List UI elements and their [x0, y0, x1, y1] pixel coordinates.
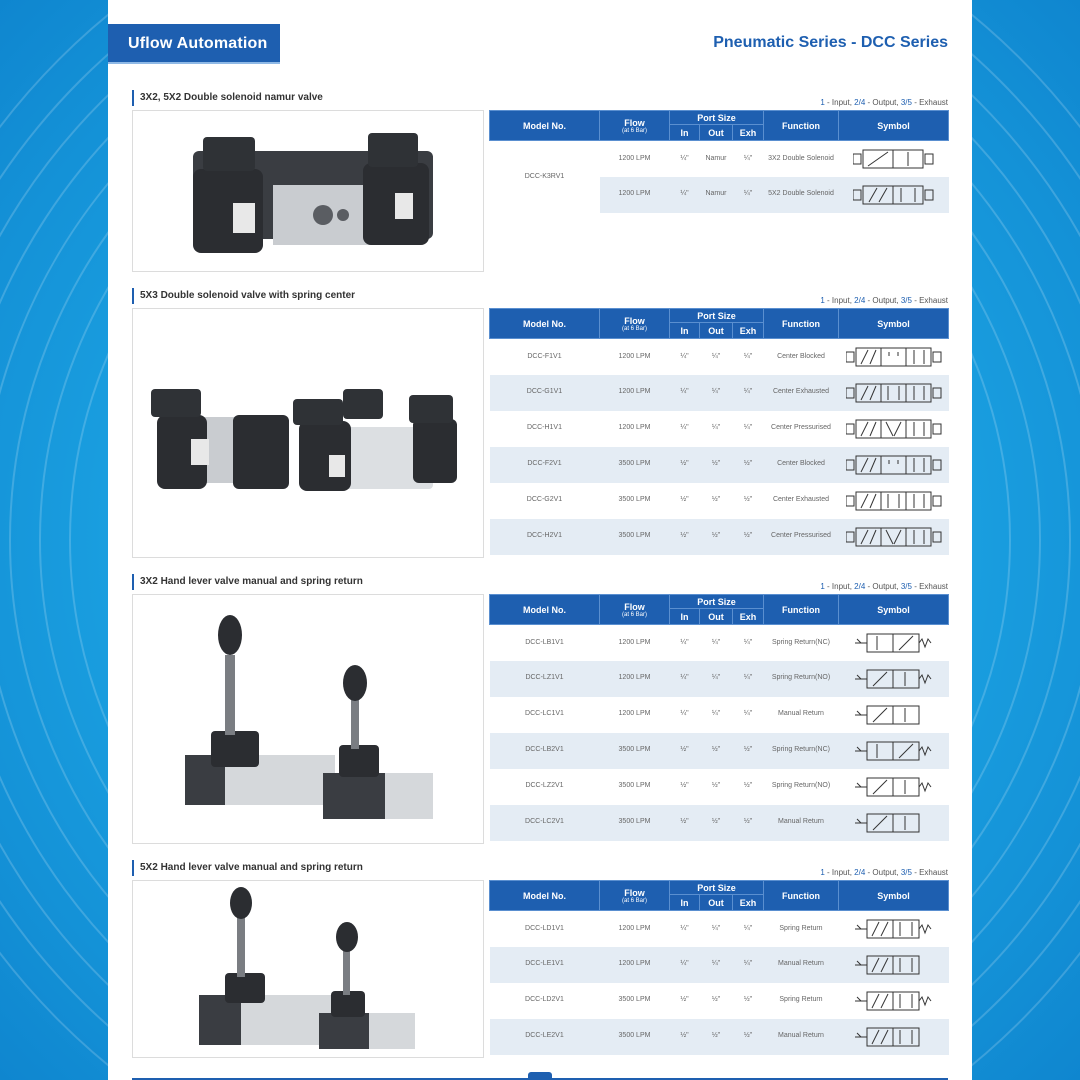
in-cell: ¼"	[670, 339, 700, 375]
col-in: In	[670, 323, 700, 339]
product-image-5x3-valves	[132, 308, 484, 558]
function-cell: 5X2 Double Solenoid	[764, 177, 839, 213]
table-row	[490, 483, 949, 519]
function-cell: Center Pressurised	[764, 411, 839, 447]
spec-table	[489, 110, 949, 213]
out-cell: ¼"	[700, 411, 733, 447]
col-symbol: Symbol	[839, 881, 949, 911]
exh-cell: ¼"	[733, 375, 764, 411]
3x2-spring-return-nc-symbol	[839, 625, 949, 661]
page-number-tab	[528, 1072, 552, 1080]
out-cell: ½"	[700, 447, 733, 483]
in-cell: ¼"	[670, 911, 700, 947]
table-row	[490, 411, 949, 447]
port-legend: 1 - Input, 2/4 - Output, 3/5 - Exhaust	[820, 582, 948, 591]
exh-cell: ½"	[733, 1019, 764, 1055]
flow-cell: 1200 LPM	[600, 375, 670, 411]
function-cell: Center Exhausted	[764, 375, 839, 411]
model-cell: DCC-F2V1	[490, 447, 600, 483]
col-model: Model No.	[490, 881, 600, 911]
function-cell: Center Pressurised	[764, 519, 839, 555]
col-port-size: Port Size	[670, 595, 764, 609]
exh-cell: ½"	[733, 769, 764, 805]
col-symbol: Symbol	[839, 111, 949, 141]
spec-table	[489, 308, 949, 555]
flow-cell: 3500 LPM	[600, 983, 670, 1019]
section-title: 5X3 Double solenoid valve with spring center	[132, 288, 355, 304]
model-cell: DCC-LB2V1	[490, 733, 600, 769]
5x3-center-pressurised-symbol	[839, 411, 949, 447]
flow-cell: 1200 LPM	[600, 661, 670, 697]
function-cell: 3X2 Double Solenoid	[768, 154, 834, 162]
out-cell: ½"	[700, 483, 733, 519]
flow-cell: 1200 LPM	[600, 411, 670, 447]
out-cell: ¼"	[700, 661, 733, 697]
out-cell: ½"	[700, 733, 733, 769]
section-double-solenoid-namur	[132, 90, 948, 280]
in-cell: ¼"	[680, 154, 689, 162]
exh-cell: ¼"	[733, 911, 764, 947]
table-row	[490, 447, 949, 483]
table-row	[490, 625, 949, 661]
flow-cell: 3500 LPM	[600, 447, 670, 483]
col-function: Function	[764, 881, 839, 911]
col-model: Model No.	[490, 595, 600, 625]
model-cell: DCC-LD1V1	[490, 911, 600, 947]
in-cell: ½"	[670, 519, 700, 555]
flow-cell: 3500 LPM	[600, 519, 670, 555]
3x2-manual-return-symbol	[839, 697, 949, 733]
product-image-namur-valve	[132, 110, 484, 272]
col-exh: Exh	[733, 609, 764, 625]
exh-cell: ½"	[733, 983, 764, 1019]
exh-cell: ¼"	[743, 154, 753, 162]
in-cell: ¼"	[670, 375, 700, 411]
flow-cell: 3500 LPM	[600, 733, 670, 769]
product-image-3x2-hand-lever	[132, 594, 484, 844]
out-cell: Namur	[700, 177, 733, 213]
model-cell: DCC-H2V1	[490, 519, 600, 555]
col-flow: Flow (at 6 Bar)	[600, 309, 670, 339]
table-row	[490, 661, 949, 697]
in-cell: ½"	[670, 805, 700, 841]
function-cell: Manual Return	[764, 947, 839, 983]
in-cell: ¼"	[670, 411, 700, 447]
3x2-double-solenoid-symbol	[839, 141, 949, 177]
table-row	[490, 983, 949, 1019]
port-legend: 1 - Input, 2/4 - Output, 3/5 - Exhaust	[820, 296, 948, 305]
in-cell: ½"	[670, 983, 700, 1019]
function-cell: Spring Return	[764, 911, 839, 947]
5x2-manual-return-symbol	[839, 1019, 949, 1055]
exh-cell: ½"	[733, 733, 764, 769]
spec-table	[489, 594, 949, 841]
out-cell: ½"	[700, 769, 733, 805]
out-cell: ½"	[700, 1019, 733, 1055]
table-row	[490, 805, 949, 841]
section-title: 5X2 Hand lever valve manual and spring return	[132, 860, 363, 876]
exh-cell: ¼"	[733, 177, 764, 213]
section-title: 3X2 Hand lever valve manual and spring return	[132, 574, 363, 590]
function-cell: Spring Return	[764, 983, 839, 1019]
col-port-size: Port Size	[670, 111, 764, 125]
col-flow: Flow (at 6 Bar)	[600, 881, 670, 911]
col-function: Function	[764, 595, 839, 625]
col-symbol: Symbol	[839, 309, 949, 339]
5x3-center-blocked-symbol	[839, 447, 949, 483]
in-cell: ¼"	[670, 177, 700, 213]
col-out: Out	[700, 323, 733, 339]
function-cell: Spring Return(NC)	[764, 733, 839, 769]
out-cell: ¼"	[700, 697, 733, 733]
col-flow: Flow (at 6 Bar)	[600, 595, 670, 625]
function-cell: Manual Return	[764, 697, 839, 733]
exh-cell: ½"	[733, 447, 764, 483]
table-row	[490, 911, 949, 947]
flow-cell: 3500 LPM	[600, 805, 670, 841]
col-model: Model No.	[490, 309, 600, 339]
function-cell: Manual Return	[764, 805, 839, 841]
model-cell: DCC-F1V1	[490, 339, 600, 375]
col-exh: Exh	[733, 125, 764, 141]
5x2-spring-return-symbol	[839, 911, 949, 947]
function-cell: Center Blocked	[764, 447, 839, 483]
col-function: Function	[764, 111, 839, 141]
col-symbol: Symbol	[839, 595, 949, 625]
col-in: In	[670, 895, 700, 911]
function-cell: Spring Return(NO)	[764, 661, 839, 697]
table-row	[490, 375, 949, 411]
exh-cell: ½"	[733, 519, 764, 555]
col-flow: Flow (at 6 Bar)	[600, 111, 670, 141]
table-row	[490, 947, 949, 983]
catalog-page	[108, 0, 972, 1080]
table-row	[490, 697, 949, 733]
port-legend: 1 - Input, 2/4 - Output, 3/5 - Exhaust	[820, 98, 948, 107]
flow-cell: 3500 LPM	[600, 483, 670, 519]
out-cell: ½"	[700, 983, 733, 1019]
3x2-spring-return-no-symbol	[839, 661, 949, 697]
model-cell: DCC-LC1V1	[490, 697, 600, 733]
model-cell: DCC-LZ1V1	[490, 661, 600, 697]
table-row	[490, 1019, 949, 1055]
table-row	[490, 339, 949, 375]
out-cell: ½"	[700, 519, 733, 555]
model-cell: DCC-LB1V1	[490, 625, 600, 661]
5x3-center-blocked-symbol	[839, 339, 949, 375]
table-row	[490, 733, 949, 769]
model-cell: DCC-LD2V1	[490, 983, 600, 1019]
in-cell: ½"	[670, 483, 700, 519]
section-5x3-double-solenoid	[132, 288, 948, 564]
flow-cell: 1200 LPM	[600, 911, 670, 947]
spec-table	[489, 880, 949, 1055]
model-cell: DCC-LE2V1	[490, 1019, 600, 1055]
exh-cell: ¼"	[733, 339, 764, 375]
table-row	[490, 769, 949, 805]
flow-cell: 1200 LPM	[600, 697, 670, 733]
function-cell: Spring Return(NO)	[764, 769, 839, 805]
3x2-manual-return-symbol	[839, 805, 949, 841]
col-out: Out	[700, 609, 733, 625]
flow-cell: 3500 LPM	[600, 1019, 670, 1055]
model-cell: DCC-G2V1	[490, 483, 600, 519]
exh-cell: ¼"	[733, 661, 764, 697]
out-cell: ¼"	[700, 375, 733, 411]
function-cell: Manual Return	[764, 1019, 839, 1055]
in-cell: ½"	[670, 769, 700, 805]
section-title: 3X2, 5X2 Double solenoid namur valve	[132, 90, 323, 106]
section-5x2-hand-lever	[132, 860, 948, 1064]
flow-cell: 3500 LPM	[600, 769, 670, 805]
model-cell: DCC-LZ2V1	[490, 769, 600, 805]
flow-cell: 1200 LPM	[618, 154, 651, 162]
col-port-size: Port Size	[670, 309, 764, 323]
col-out: Out	[700, 895, 733, 911]
model-cell: DCC-LC2V1	[490, 805, 600, 841]
series-title: Pneumatic Series - DCC Series	[713, 34, 948, 51]
model-cell: DCC-G1V1	[490, 375, 600, 411]
exh-cell: ¼"	[733, 697, 764, 733]
out-cell: ¼"	[700, 947, 733, 983]
flow-cell: 1200 LPM	[600, 625, 670, 661]
model-cell: DCC-LE1V1	[490, 947, 600, 983]
table-row	[490, 141, 949, 177]
in-cell: ¼"	[670, 661, 700, 697]
3x2-spring-return-no-symbol	[839, 769, 949, 805]
in-cell: ¼"	[670, 697, 700, 733]
function-cell: Spring Return(NC)	[764, 625, 839, 661]
exh-cell: ¼"	[733, 411, 764, 447]
flow-cell: 1200 LPM	[600, 177, 670, 213]
exh-cell: ¼"	[733, 947, 764, 983]
col-model: Model No.	[490, 111, 600, 141]
in-cell: ¼"	[670, 947, 700, 983]
product-image-5x2-hand-lever	[132, 880, 484, 1058]
brand-label: Uflow Automation	[108, 24, 280, 64]
5x3-center-pressurised-symbol	[839, 519, 949, 555]
3x2-spring-return-nc-symbol	[839, 733, 949, 769]
5x2-double-solenoid-symbol	[839, 177, 949, 213]
out-cell: Namur	[705, 154, 727, 162]
in-cell: ½"	[670, 447, 700, 483]
function-cell: Center Blocked	[764, 339, 839, 375]
exh-cell: ¼"	[733, 625, 764, 661]
in-cell: ½"	[670, 733, 700, 769]
model-cell: DCC-H1V1	[490, 411, 600, 447]
model-cell: DCC-K3RV1	[490, 141, 600, 213]
out-cell: ¼"	[700, 339, 733, 375]
exh-cell: ½"	[733, 483, 764, 519]
col-in: In	[670, 609, 700, 625]
col-exh: Exh	[733, 323, 764, 339]
5x2-manual-return-symbol	[839, 947, 949, 983]
function-cell: Center Exhausted	[764, 483, 839, 519]
5x3-center-exhausted-symbol	[839, 483, 949, 519]
port-legend: 1 - Input, 2/4 - Output, 3/5 - Exhaust	[820, 868, 948, 877]
exh-cell: ½"	[733, 805, 764, 841]
col-port-size: Port Size	[670, 881, 764, 895]
col-exh: Exh	[733, 895, 764, 911]
in-cell: ¼"	[670, 625, 700, 661]
out-cell: ¼"	[700, 625, 733, 661]
5x3-center-exhausted-symbol	[839, 375, 949, 411]
flow-cell: 1200 LPM	[600, 947, 670, 983]
table-row	[490, 519, 949, 555]
flow-cell: 1200 LPM	[600, 339, 670, 375]
out-cell: ¼"	[700, 911, 733, 947]
col-out: Out	[700, 125, 733, 141]
5x2-spring-return-symbol	[839, 983, 949, 1019]
out-cell: ½"	[700, 805, 733, 841]
col-in: In	[670, 125, 700, 141]
col-function: Function	[764, 309, 839, 339]
in-cell: ½"	[670, 1019, 700, 1055]
section-3x2-hand-lever	[132, 574, 948, 850]
